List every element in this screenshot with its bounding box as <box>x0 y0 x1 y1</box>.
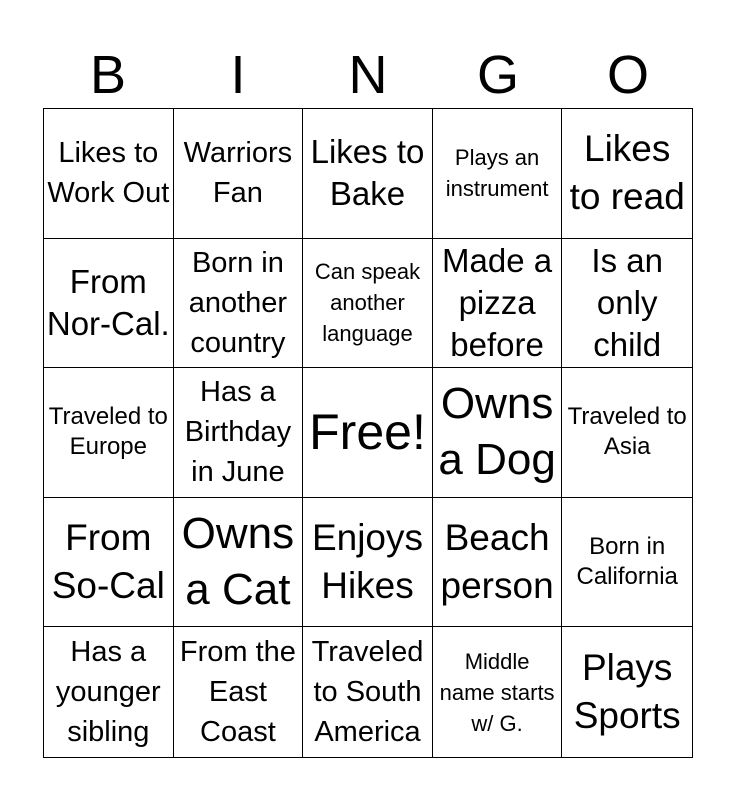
bingo-cell-label: Owns a Cat <box>181 509 295 615</box>
bingo-cell[interactable] <box>44 368 174 498</box>
bingo-cell-label: From Nor-Cal. <box>46 262 170 342</box>
bingo-cell[interactable] <box>174 368 304 498</box>
bingo-cell[interactable] <box>433 109 563 239</box>
bingo-cell-label: From the East Coast <box>179 636 296 749</box>
header-letter-i: I <box>230 45 246 105</box>
bingo-cell[interactable] <box>433 239 563 369</box>
bingo-cell[interactable] <box>303 627 433 757</box>
bingo-cell[interactable] <box>303 109 433 239</box>
bingo-cell-label: Beach person <box>440 517 554 607</box>
bingo-cell[interactable] <box>174 239 304 369</box>
bingo-cell-label: Traveled to Europe <box>48 403 168 461</box>
bingo-cell-label: Plays Sports <box>573 647 681 737</box>
bingo-cell[interactable] <box>44 498 174 628</box>
bingo-cell[interactable] <box>174 627 304 757</box>
bingo-cell-label: Enjoys Hikes <box>311 517 424 607</box>
free-space-cell[interactable] <box>303 368 433 498</box>
bingo-cell-label: Likes to read <box>569 128 685 218</box>
header-letter-o: O <box>606 45 649 105</box>
bingo-cell[interactable] <box>562 498 692 628</box>
bingo-cell-label: Middle name starts w/ G. <box>439 648 555 736</box>
bingo-cell[interactable] <box>174 109 304 239</box>
bingo-cell-label: Warriors Fan <box>183 137 293 210</box>
bingo-cell[interactable] <box>44 627 174 757</box>
free-space-label: Free! <box>309 404 426 461</box>
bingo-cell[interactable] <box>44 109 174 239</box>
bingo-board <box>43 108 693 758</box>
bingo-cell[interactable] <box>562 627 692 757</box>
bingo-cell[interactable] <box>44 239 174 369</box>
bingo-cell[interactable] <box>174 498 304 628</box>
bingo-cell-label: Likes to Bake <box>310 133 425 213</box>
bingo-cell-label: Traveled to Asia <box>567 403 687 461</box>
bingo-cell-label: Likes to Work Out <box>47 137 170 210</box>
header-letter-g: G <box>476 45 519 105</box>
bingo-cell-label: Can speak another language <box>314 259 421 347</box>
bingo-cell-label: Owns a Dog <box>438 379 556 485</box>
bingo-cell[interactable] <box>303 239 433 369</box>
bingo-cell-label: Is an only child <box>591 241 663 363</box>
bingo-cell[interactable] <box>562 368 692 498</box>
bingo-cell-label: From So-Cal <box>51 517 165 607</box>
bingo-cell-label: Has a Birthday in June <box>184 376 292 489</box>
bingo-cell[interactable] <box>562 109 692 239</box>
bingo-cell-label: Born in another country <box>188 246 288 359</box>
bingo-cell[interactable] <box>433 627 563 757</box>
bingo-cell-label: Has a younger sibling <box>55 636 161 749</box>
bingo-cell-label: Traveled to South America <box>311 636 424 749</box>
header-letter-n: N <box>348 45 388 105</box>
bingo-cell-label: Made a pizza before <box>442 241 553 363</box>
header-letter-b: B <box>89 45 127 105</box>
bingo-cell-label: Born in California <box>576 533 678 591</box>
bingo-cell[interactable] <box>433 498 563 628</box>
bingo-cell[interactable] <box>433 368 563 498</box>
bingo-cell[interactable] <box>562 239 692 369</box>
bingo-header <box>43 44 693 106</box>
bingo-cell-label: Plays an instrument <box>445 145 549 202</box>
bingo-cell[interactable] <box>303 498 433 628</box>
